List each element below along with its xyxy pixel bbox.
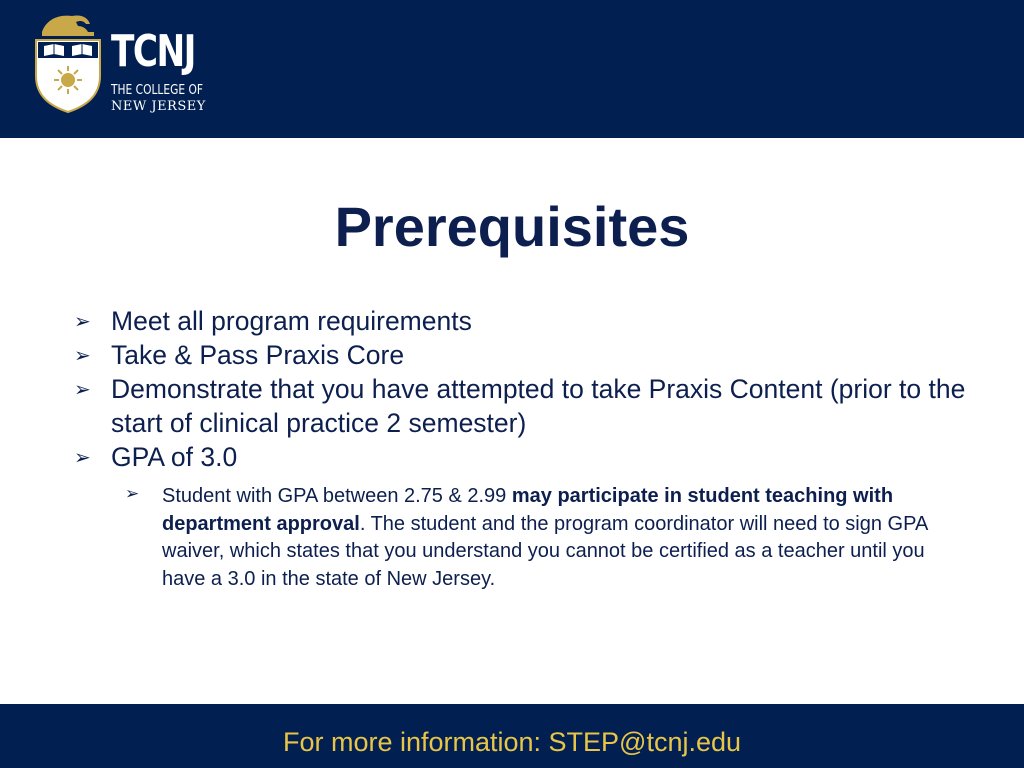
list-item bbox=[74, 440, 974, 474]
sub-bullet-text-suffix: . The student and the program coordinator will need to sign GPA waiver, which states that you understand you cannot be certified as a teacher until you have a 3.0 in the state of New Jersey. bbox=[162, 512, 928, 590]
logo-subtitle-line-1: THE COLLEGE OF bbox=[111, 83, 204, 98]
bullet-text: Take & Pass Praxis Core bbox=[111, 340, 405, 370]
bullet-text: Meet all program requirements bbox=[111, 306, 472, 336]
footer-banner bbox=[0, 704, 1024, 768]
tcnj-shield-logo-icon bbox=[28, 10, 108, 114]
arrow-bullet-icon: ➢ bbox=[74, 309, 91, 333]
gpa-sub-list bbox=[125, 483, 970, 593]
list-item bbox=[74, 338, 974, 372]
arrow-bullet-icon: ➢ bbox=[74, 445, 91, 469]
arrow-bullet-icon: ➢ bbox=[74, 377, 91, 401]
college-logo-text bbox=[111, 26, 223, 114]
slide-title: Prerequisites bbox=[334, 195, 690, 258]
footer-contact-text: For more information: STEP@tcnj.edu bbox=[282, 727, 742, 757]
list-item bbox=[74, 372, 974, 440]
logo-wordmark: TCNJ bbox=[111, 26, 195, 77]
prerequisite-list bbox=[74, 304, 974, 474]
list-item bbox=[74, 304, 974, 338]
sub-bullet-text-prefix: Student with GPA between 2.75 & 2.99 bbox=[162, 485, 512, 507]
arrow-bullet-icon: ➢ bbox=[125, 484, 140, 504]
bullet-text: Demonstrate that you have attempted to take Praxis Content (prior to the start of clinical practice 2 semester) bbox=[111, 374, 966, 438]
logo-subtitle-line-2: NEW JERSEY bbox=[111, 99, 206, 114]
sub-bullet-text-bold: may participate in student teaching with department approval bbox=[162, 485, 894, 535]
bullet-text: GPA of 3.0 bbox=[111, 442, 238, 472]
arrow-bullet-icon: ➢ bbox=[74, 343, 91, 367]
header-banner bbox=[0, 0, 1024, 138]
sub-list-item bbox=[125, 483, 970, 593]
